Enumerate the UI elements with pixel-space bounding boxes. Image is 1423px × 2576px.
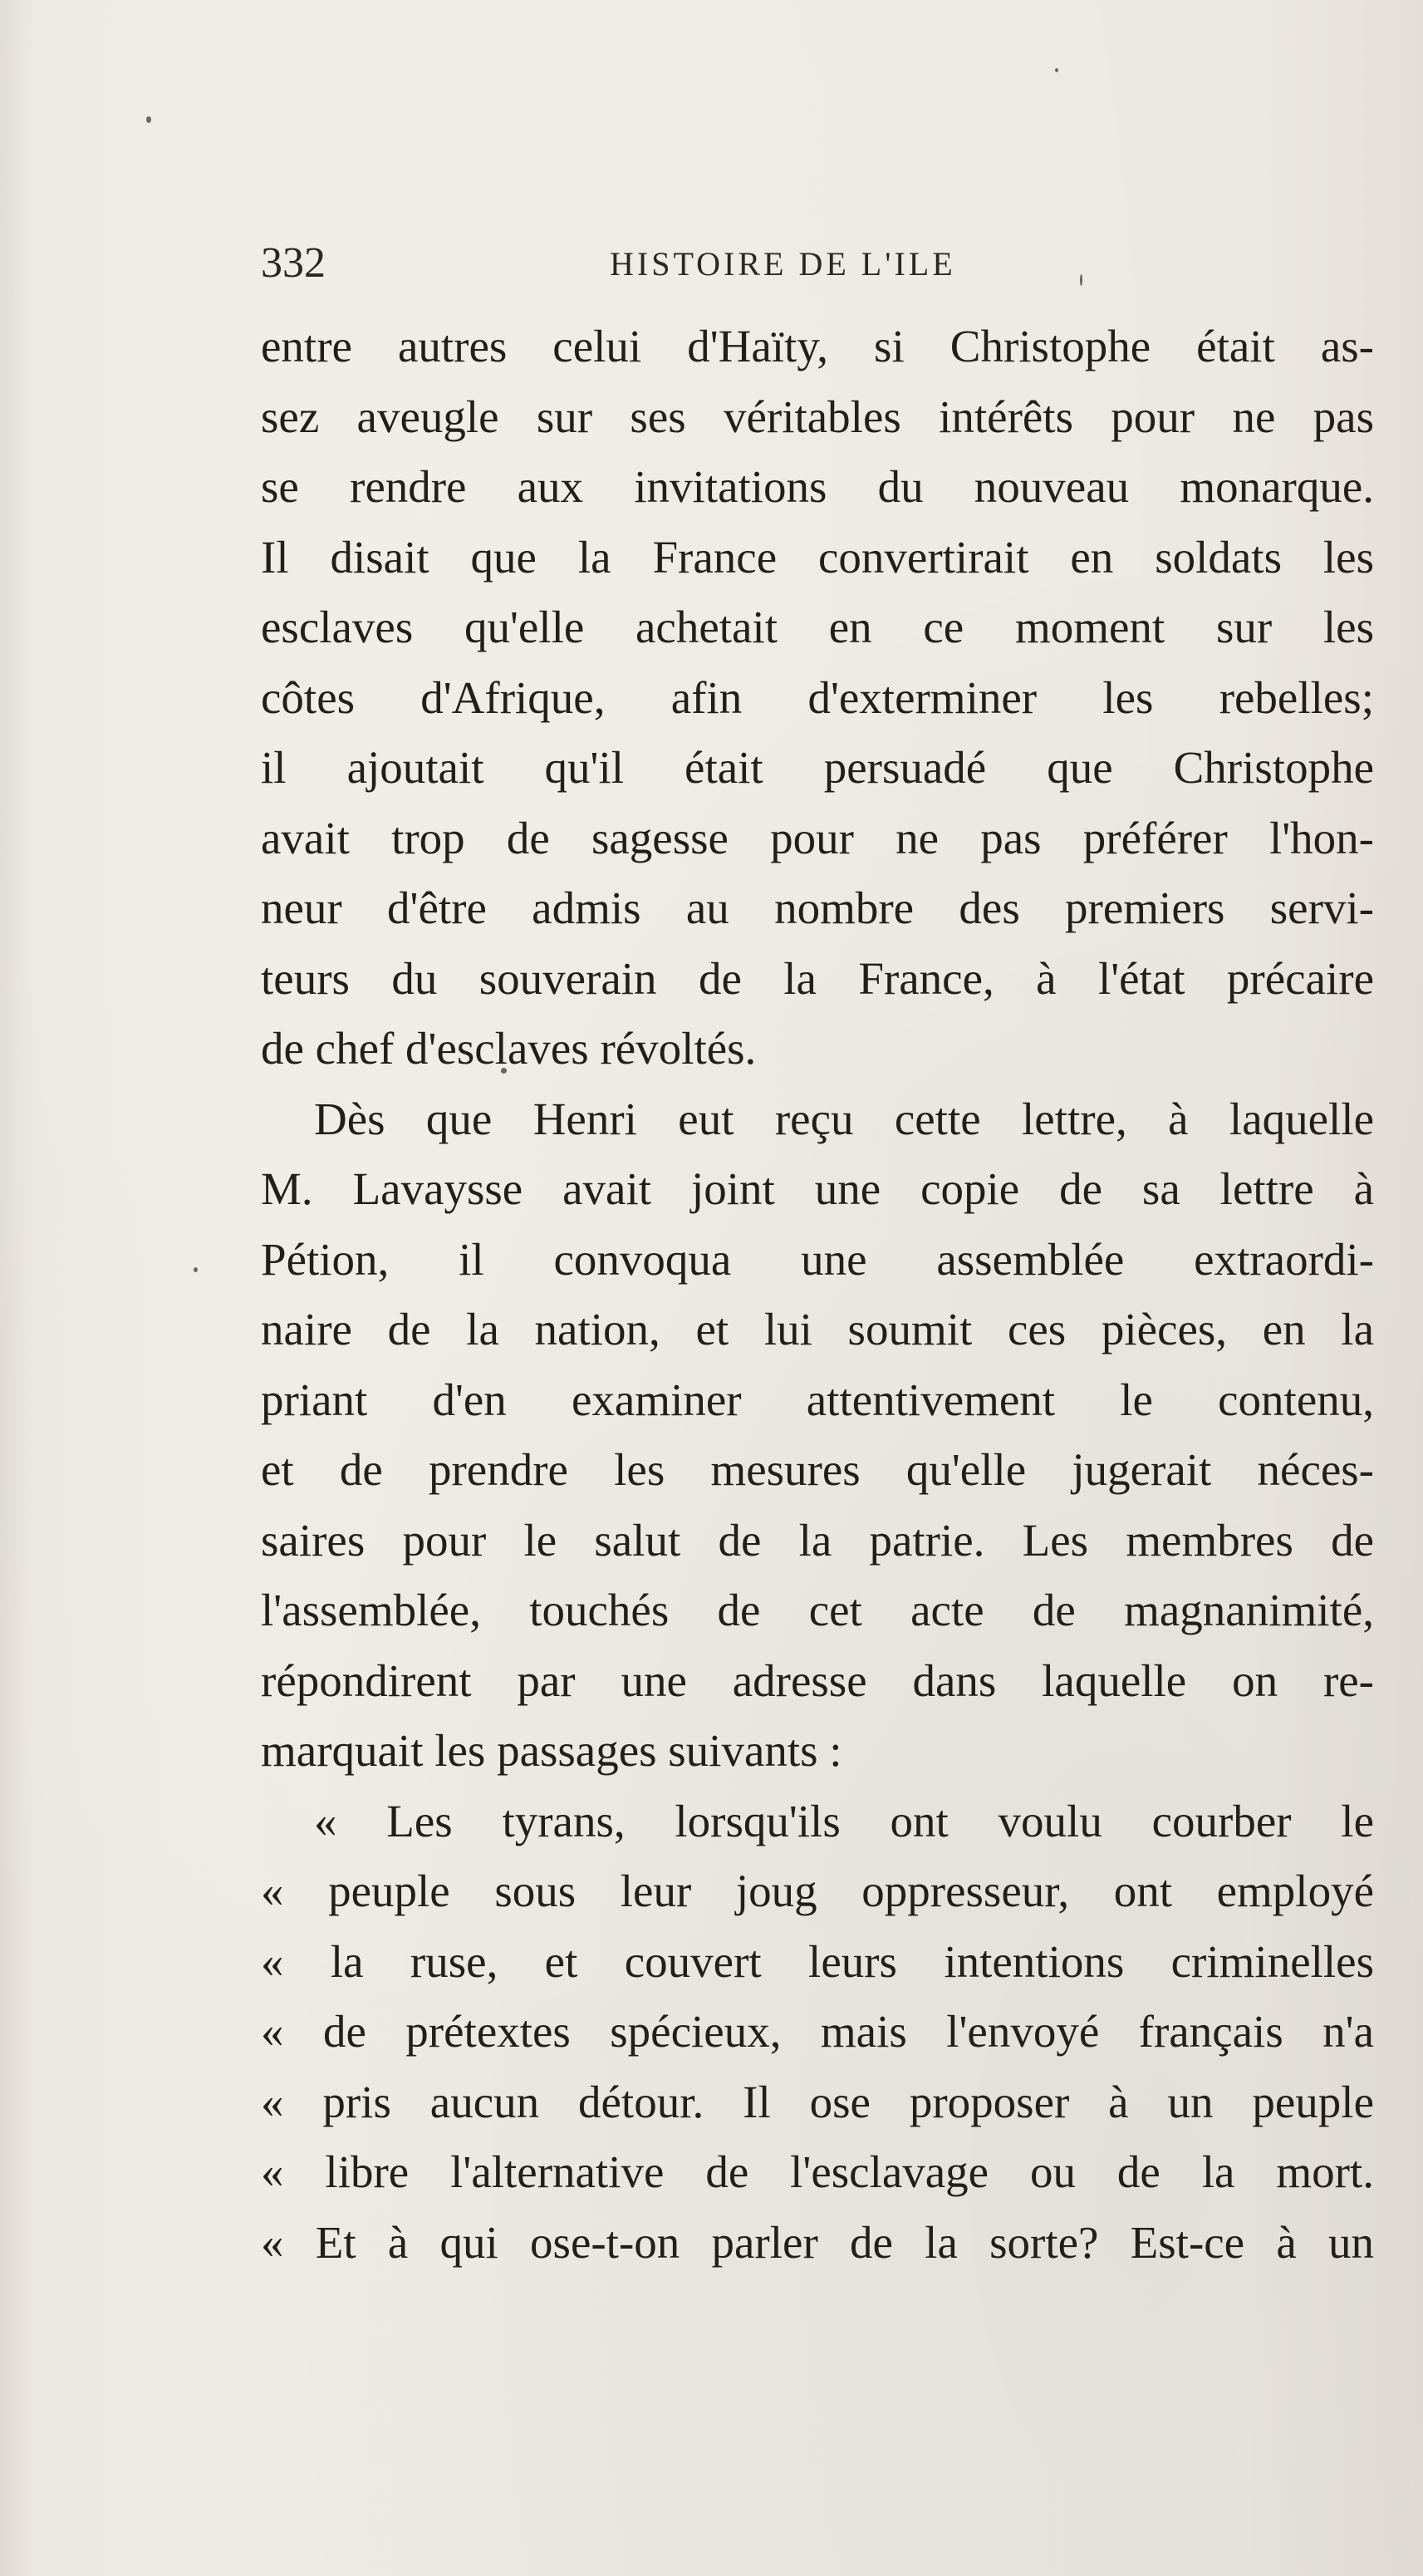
body-text xyxy=(261,312,1374,2278)
text-line: se rendre aux invitations du nouveau monarque. xyxy=(261,461,1374,512)
text-line: M. Lavaysse avait joint une copie de sa lettre à xyxy=(261,1163,1374,1214)
page-number: 332 xyxy=(261,239,326,287)
paper-speck xyxy=(194,1267,198,1272)
running-head xyxy=(261,234,1382,293)
text-line: Pétion, il convoqua une assemblée extraordi- xyxy=(261,1233,1374,1285)
text-line: avait trop de sagesse pour ne pas préférer l'hon- xyxy=(261,812,1374,863)
text-line: côtes d'Afrique, afin d'exterminer les rebelles; xyxy=(261,671,1374,723)
text-line: « la ruse, et couvert leurs intentions criminelles xyxy=(261,1935,1374,1987)
text-line: entre autres celui d'Haïty, si Christophe était as- xyxy=(261,321,1374,371)
text-line: « Et à qui ose-t-on parler de la sorte? Est-ce à un xyxy=(261,2216,1374,2268)
text-line: « de prétextes spécieux, mais l'envoyé français n'a xyxy=(261,2006,1374,2057)
text-line: sez aveugle sur ses véritables intérêts pour ne pas xyxy=(261,391,1374,442)
paper-speck xyxy=(146,116,151,123)
text-line: priant d'en examiner attentivement le contenu, xyxy=(261,1374,1374,1425)
text-line: de chef d'esclaves révoltés. xyxy=(261,1023,757,1074)
text-line: teurs du souverain de la France, à l'état précaire xyxy=(261,952,1374,1004)
text-line: « pris aucun détour. Il ose proposer à un peuple xyxy=(261,2076,1374,2127)
text-line: l'assemblée, touchés de cet acte de magnanimité, xyxy=(261,1585,1374,1635)
text-line: Dès que Henri eut reçu cette lettre, à laquelle xyxy=(314,1093,1374,1144)
text-line: saires pour le salut de la patrie. Les membres de xyxy=(261,1514,1374,1566)
text-line: « peuple sous leur joug oppresseur, ont employé xyxy=(261,1866,1374,1916)
text-line: répondirent par une adresse dans laquelle on re- xyxy=(261,1654,1374,1706)
text-line: Il disait que la France convertirait en soldats les xyxy=(261,531,1374,583)
paper-speck xyxy=(1055,68,1058,72)
text-line: « libre l'alternative de l'esclavage ou de la mort. xyxy=(261,2146,1374,2197)
text-line: neur d'être admis au nombre des premiers servi- xyxy=(261,882,1374,933)
text-line: marquait les passages suivants : xyxy=(261,1725,842,1776)
text-line: il ajoutait qu'il était persuadé que Christophe xyxy=(261,742,1374,793)
text-line: et de prendre les mesures qu'elle jugerait néces- xyxy=(261,1444,1374,1495)
text-line: esclaves qu'elle achetait en ce moment sur les xyxy=(261,602,1374,652)
running-title: HISTOIRE DE L'ILE xyxy=(610,245,956,283)
text-line: naire de la nation, et lui soumit ces pièces, en la xyxy=(261,1304,1374,1354)
text-line: « Les tyrans, lorsqu'ils ont voulu courber le xyxy=(314,1795,1374,1846)
